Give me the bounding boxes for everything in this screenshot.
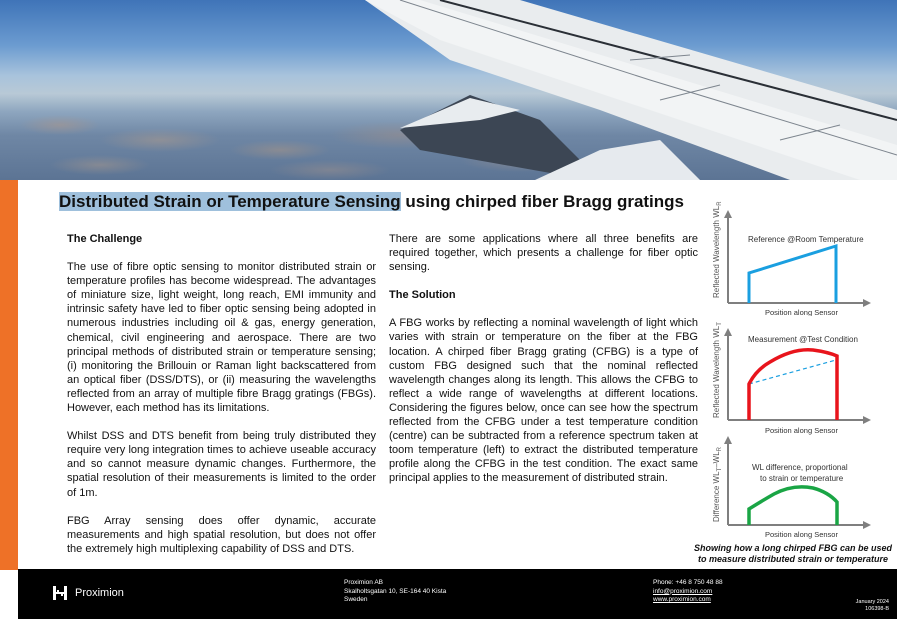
figure-difference: [708, 436, 888, 544]
accent-stripe: [0, 180, 18, 570]
email-link[interactable]: info@proximion.com: [653, 587, 713, 595]
challenge-paragraph: Whilst DSS and DTS benefit from being truly distributed they require very long integration times to achieve useable accuracy and so cannot measure dynamic changes. Furthermore, the spatial resolution of their measurements is limited to the order of 1m.: [67, 430, 376, 499]
page-title: [59, 192, 684, 212]
figure-reference: [708, 198, 888, 316]
document-meta: [856, 599, 889, 613]
figure-measurement: [708, 320, 888, 438]
caption-line: to measure distributed strain or temperature: [697, 554, 889, 564]
footer: [18, 569, 897, 619]
address-line: Sweden: [344, 596, 368, 603]
figure-xlabel: Position along Sensor: [765, 426, 838, 435]
figure-title: Reference @Room Temperature: [748, 235, 864, 244]
challenge-paragraph: The use of fibre optic sensing to monitor distributed strain or temperature profiles has become widespread. The advantages of miniature size, light weight, long reach, EMI immunity and intrinsic safety have led to fiber optic sensing being adopted in numerous industries including oil & gas, energy generation, chemical, civil engineering and aerospace. There are two principal methods of distributed strain or temperature sensing; (i) monitoring the Brillouin or Raman light backscattered from an optical fiber (DSS/DTS), or (ii) measuring the wavelengths reflected from an array of multiple fibre Bragg gratings (FBGs). However, each method has its limitations.: [67, 261, 376, 415]
brand-name: Proximion: [75, 587, 124, 599]
figure-xlabel: Position along Sensor: [765, 308, 838, 316]
airplane-wing-illustration: [0, 0, 897, 180]
proximion-logo: [53, 586, 124, 600]
phone-number: Phone: +46 8 750 48 88: [653, 579, 723, 586]
figure-caption: [693, 543, 893, 565]
challenge-column: [67, 232, 376, 570]
solution-heading: The Solution: [389, 289, 456, 302]
proximion-logo-icon: [53, 586, 67, 600]
challenge-paragraph: FBG Array sensing does offer dynamic, accurate measurements and high spatial resolution, but does not offer the extremely high multiplexing capability of DSS and DTS.: [67, 514, 376, 555]
address-line: Proximion AB: [344, 579, 384, 586]
figure-ylabel: Reflected Wavelength WL: [712, 205, 721, 298]
figure-title-line1: WL difference, proportional: [752, 463, 848, 472]
solution-paragraph: A FBG works by reflecting a nominal wavelength of light which varies with strain or temperature on the fiber at the FBG location. A chirped fiber Bragg grating (CFBG) is a type of custom FBG designed such that the nominal reflected wavelength changes along its length. This allows the CFBG to reflect a wide range of wavelengths at different locations. Considering the figures below, once can see how the spectrum reflected from the CFBG under a test temperature condition (centre) can be subtracted from a reference spectrum taken at toom temperature (left) to extract the distributed temperature profile along the CFBG in the test condition. The exact same principal applies to the measurement of distributed strain.: [389, 317, 698, 485]
svg-text:Reflected Wavelength WLT: Reflected Wavelength $WL_T$: [712, 322, 723, 418]
figure-ylabel: Reflected Wavelength WL: [712, 325, 721, 418]
document-date: January 2024: [855, 599, 889, 605]
document-number: 106398-B: [865, 606, 889, 612]
challenge-heading: The Challenge: [67, 233, 143, 245]
title-highlight: Distributed Strain or Temperature Sensing: [59, 192, 401, 211]
solution-column: [389, 232, 698, 500]
address-line: Skalholtsgatan 10, SE-164 40 Kista: [344, 587, 447, 595]
hero-image: [0, 0, 897, 180]
title-rest: using chirped fiber Bragg gratings: [400, 192, 685, 211]
caption-line: Showing how a long chirped FBG can be used: [693, 543, 892, 553]
intro-paragraph: There are some applications where all three benefits are required together, which presents a challenge for fiber optic sensing.: [389, 233, 698, 274]
figure-title: Measurement @Test Condition: [748, 335, 858, 344]
company-address: [344, 579, 446, 605]
figure-ylabel: Difference WL: [712, 471, 721, 522]
figure-xlabel: Position along Sensor: [765, 530, 838, 539]
figure-title-line2: to strain or temperature: [760, 474, 844, 483]
svg-text:Difference WLT–WLR: Difference $WL_T-WL_R$: [712, 446, 723, 522]
contact-info: [653, 579, 723, 605]
website-link[interactable]: www.proximion.com: [653, 596, 711, 603]
svg-text:Reflected Wavelength WLR: Reflected Wavelength $WL_R$: [712, 201, 723, 298]
